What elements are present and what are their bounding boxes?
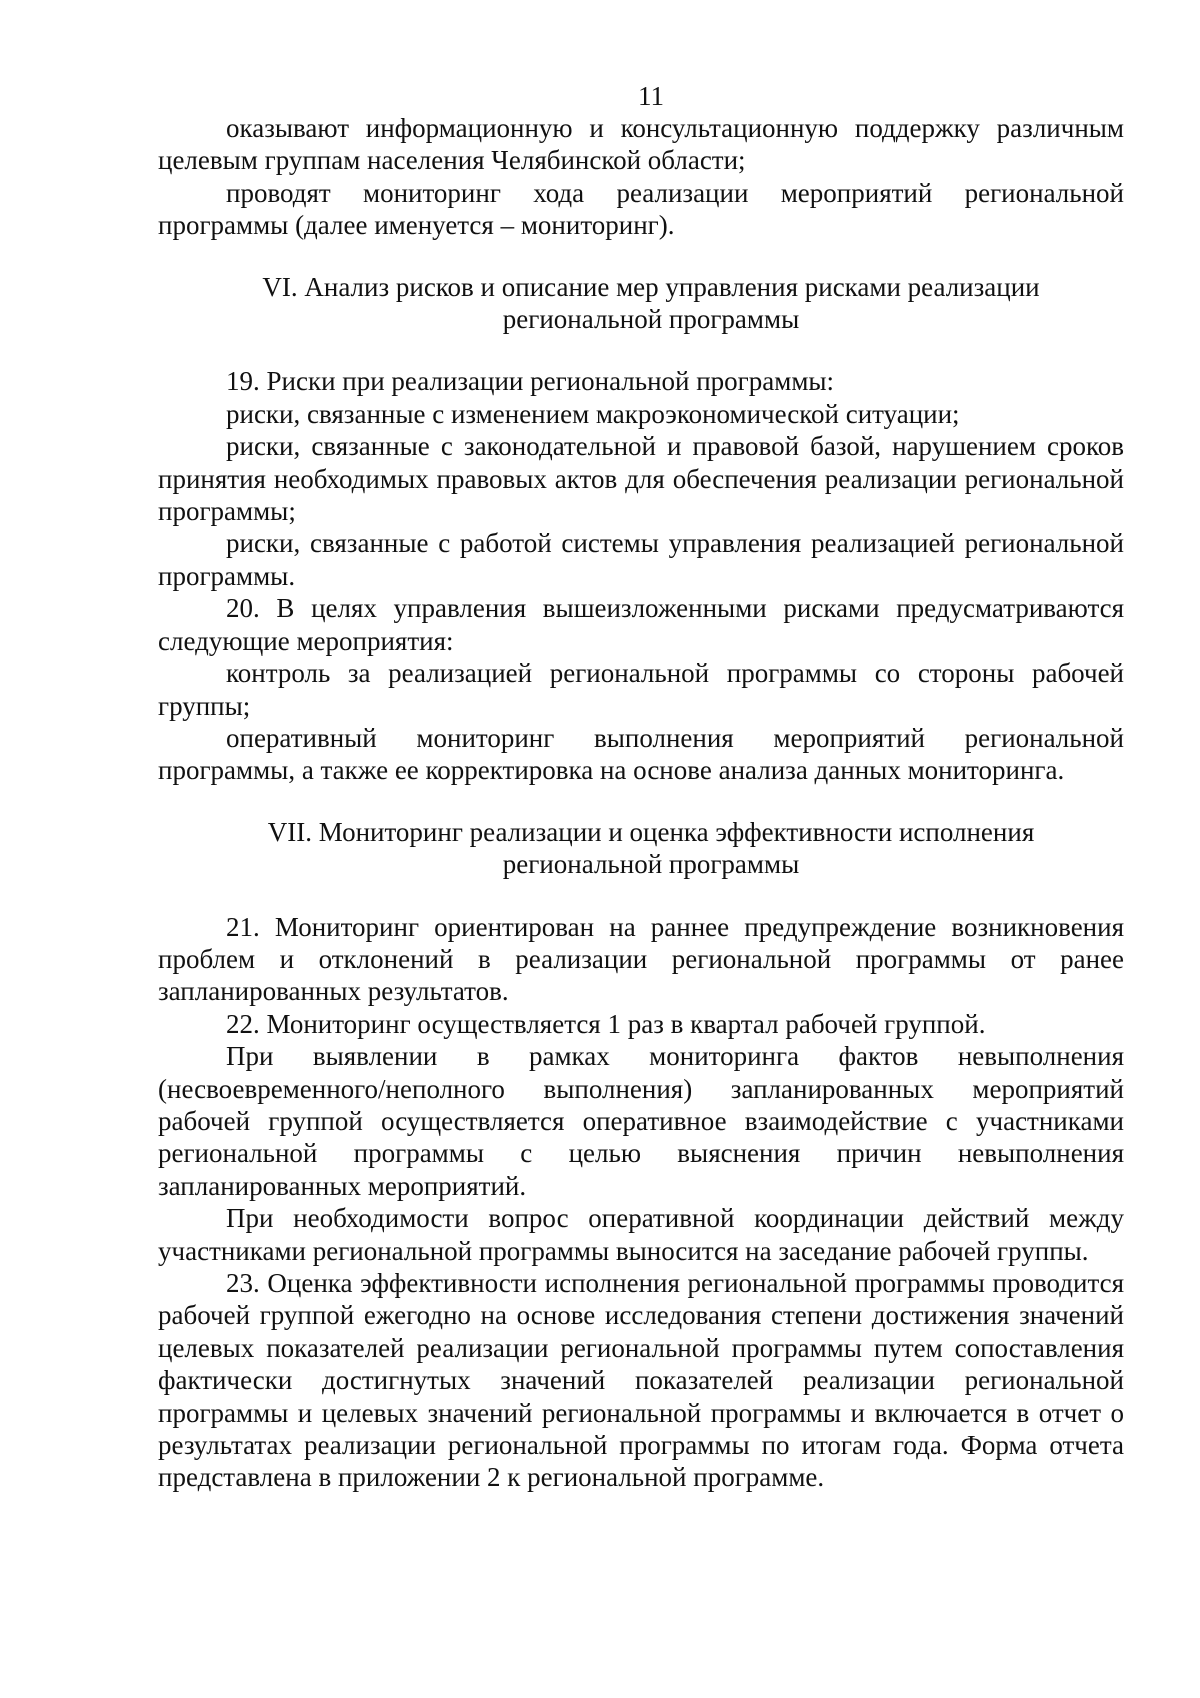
page-number: 11 [638, 81, 664, 111]
paragraph-monitoring: оперативный мониторинг выполнения мероприятий региональной программы, а также ее корректировка на основе анализа данных мониторинга. [158, 722, 1124, 786]
paragraph-19: 19. Риски при реализации региональной программы: [226, 366, 835, 397]
section-6-heading-line-1: VI. Анализ рисков и описание мер управления рисками реализации [262, 271, 1040, 302]
section-6-heading [158, 271, 1124, 336]
paragraph-22: 22. Мониторинг осуществляется 1 раз в квартал рабочей группой. [226, 1008, 986, 1039]
paragraph-risk-legal: риски, связанные с законодательной и правовой базой, нарушением сроков принятия необходимых правовых актов для обеспечения реализации региональной программы; [158, 431, 1124, 527]
paragraph-21: 21. Мониторинг ориентирован на раннее предупреждение возникновения проблем и отклонений в реализации региональной программы от ранее запланированных результатов. [158, 911, 1124, 1007]
paragraph-control: контроль за реализацией региональной программы со стороны рабочей группы; [158, 658, 1124, 721]
paragraph-coordination: При необходимости вопрос оперативной координации действий между участниками региональной программы выносится на заседание рабочей группы. [158, 1203, 1124, 1266]
paragraph-risk-macro: риски, связанные с изменением макроэкономической ситуации; [226, 398, 960, 429]
section-7-heading-line-2: региональной программы [502, 849, 800, 880]
paragraph-20: 20. В целях управления вышеизложенными рисками предусматриваются следующие мероприятия: [158, 593, 1124, 656]
paragraph-intro-1: оказывают информационную и консультационную поддержку различным целевым группам населения Челябинской области; [158, 113, 1124, 176]
section-7-heading-line-1: VII. Мониторинг реализации и оценка эффективности исполнения [267, 816, 1035, 847]
paragraph-nonfulfillment: При выявлении в рамках мониторинга фактов невыполнения (несвоевременного/неполного выполнения) запланированных мероприятий рабочей группой осуществляется оперативное взаимодействие с участниками региональной программы с целью выяснения причин невыполнения запланированных мероприятий. [158, 1041, 1124, 1201]
paragraph-risk-management: риски, связанные с работой системы управления реализацией региональной программы. [158, 528, 1124, 591]
section-6-heading-line-2: региональной программы [502, 304, 800, 335]
paragraph-23: 23. Оценка эффективности исполнения региональной программы проводится рабочей группой ежегодно на основе исследования степени достижения значений целевых показателей реализации региональной программы путем сопоставления фактически достигнутых значений показателей реализации региональной программы и целевых значений региональной программы и включается в отчет о результатах реализации региональной программы по итогам года. Форма отчета представлена в приложении 2 к региональной программе. [158, 1268, 1124, 1493]
paragraph-intro-2: проводят мониторинг хода реализации мероприятий региональной программы (далее именуется – мониторинг). [158, 177, 1124, 241]
document-page [158, 80, 1124, 1494]
section-7-heading [158, 816, 1124, 881]
